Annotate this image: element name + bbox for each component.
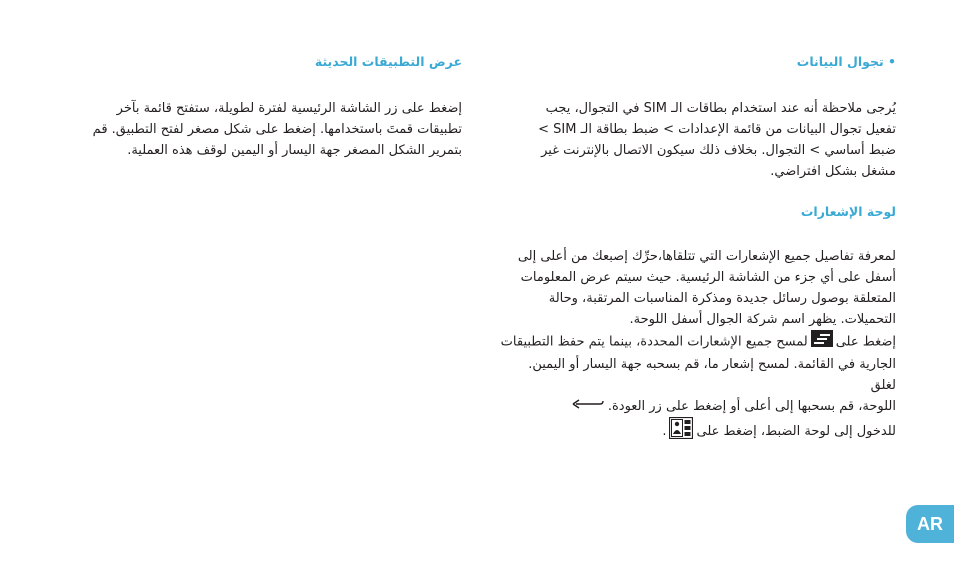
roaming-line: مشغل بشكل افتراضي.	[770, 164, 896, 179]
settings-post-text: .	[662, 424, 667, 439]
back-arrow-icon	[572, 396, 604, 417]
notifications-line: المتعلقة بوصول رسائل جديدة ومذكرة المناسبات المرتقبة، وحالة	[548, 291, 896, 306]
recent-apps-line: بتمرير الشكل المصغر جهة اليسار أو اليمين لوقف هذه العملية.	[127, 143, 462, 158]
clear-pre-text: إضغط على	[835, 334, 896, 350]
notifications-line: الجارية في القائمة. لمسح إشعار ما، قم بسحبه جهة اليسار أو اليمين. لغلق	[528, 357, 896, 393]
notifications-line: لمعرفة تفاصيل جميع الإشعارات التي تتلقاها،حرِّك إصبعك من أعلى إلى	[517, 249, 896, 264]
notifications-line: أسفل على أي جزء من الشاشة الرئيسية. حيث سيتم عرض المعلومات	[520, 270, 896, 285]
notifications-back-line	[500, 396, 896, 417]
roaming-heading: • تجوال البيانات	[796, 54, 896, 69]
left-column	[80, 52, 462, 161]
quick-settings-icon	[669, 417, 693, 446]
recent-apps-line: إضغط على زر الشاشة الرئيسية لفترة لطويلة، ستفتح قائمة بآخر	[116, 101, 462, 116]
roaming-line: يُرجى ملاحظة أنه عند استخدام بطاقات الـ SIM في التجوال، يجب	[545, 101, 896, 116]
clear-notifications-icon	[811, 330, 833, 354]
notifications-heading: لوحة الإشعارات	[800, 204, 896, 219]
back-text: اللوحة، قم بسحبها إلى أعلى أو إضغط على زر العودة.	[607, 399, 896, 414]
language-badge: AR	[906, 505, 954, 543]
recent-apps-line: تطبيقات قمتَ باستخدامها. إضغط على شكل مصغر لفتح التطبيق. قم	[92, 122, 462, 137]
right-column	[500, 52, 896, 446]
roaming-line: تفعيل تجوال البيانات من قائمة الإعدادات > ضبط بطاقة الـ SIM >	[538, 122, 896, 137]
recent-apps-heading: عرض التطبيقات الحديثة	[314, 54, 462, 69]
notifications-line: التحميلات. يظهر اسم شركة الجوال أسفل اللوحة.	[629, 312, 896, 327]
notifications-settings-line	[500, 417, 896, 446]
notifications-clear-line	[500, 330, 896, 354]
settings-pre-text: للدخول إلى لوحة الضبط، إضغط على	[696, 424, 896, 439]
roaming-line: ضبط أساسي > التجوال. بخلاف ذلك سيكون الاتصال بالإنترنت غير	[541, 143, 896, 158]
clear-post-text: لمسح جميع الإشعارات المحددة، بينما يتم حفظ التطبيقات	[500, 334, 808, 350]
